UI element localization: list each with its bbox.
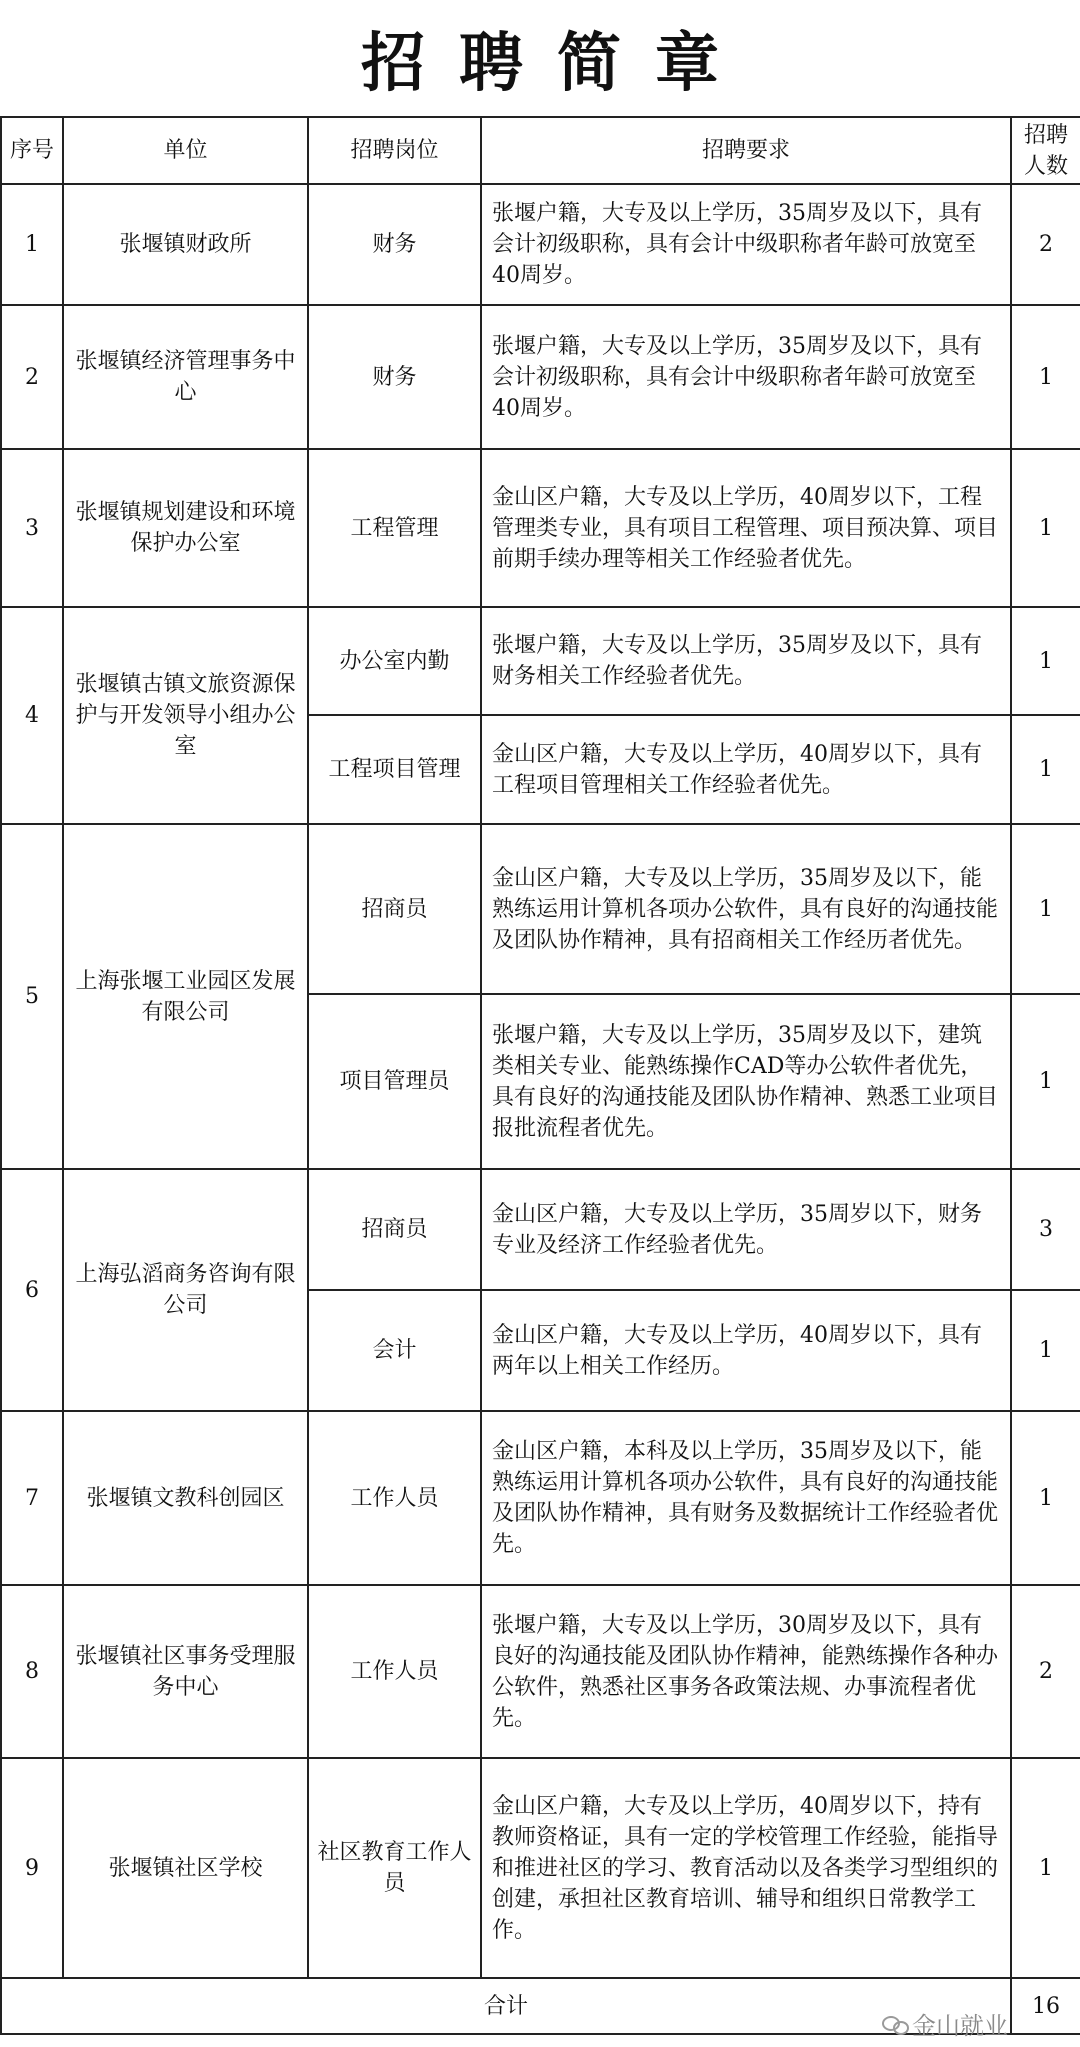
cell-unit: 上海弘滔商务咨询有限公司 [63, 1169, 308, 1411]
cell-no: 6 [1, 1169, 63, 1411]
cell-post: 财务 [308, 305, 481, 449]
cell-no: 8 [1, 1585, 63, 1758]
cell-count: 1 [1011, 1758, 1080, 1978]
cell-no: 5 [1, 824, 63, 1169]
cell-no: 4 [1, 607, 63, 824]
table-row [1, 824, 1080, 994]
page-title: 招聘简章 [361, 26, 753, 101]
cell-post: 项目管理员 [308, 994, 481, 1169]
header-no: 序号 [1, 117, 63, 184]
cell-unit: 张堰镇社区学校 [63, 1758, 308, 1978]
header-count: 招聘人数 [1011, 117, 1080, 184]
cell-unit: 张堰镇规划建设和环境保护办公室 [63, 449, 308, 607]
recruitment-table [0, 116, 1080, 2035]
header-post: 招聘岗位 [308, 117, 481, 184]
cell-requirement: 金山区户籍，大专及以上学历，40周岁以下，工程管理类专业，具有项目工程管理、项目预决算、项目前期手续办理等相关工作经验者优先。 [481, 449, 1011, 607]
cell-requirement: 金山区户籍，大专及以上学历，40周岁以下，具有工程项目管理相关工作经验者优先。 [481, 715, 1011, 824]
wechat-icon [882, 2014, 908, 2034]
table-row [1, 305, 1080, 449]
cell-requirement: 金山区户籍，大专及以上学历，40周岁以下，具有两年以上相关工作经历。 [481, 1290, 1011, 1411]
cell-count: 1 [1011, 715, 1080, 824]
cell-requirement: 金山区户籍，大专及以上学历，35周岁及以下，能熟练运用计算机各项办公软件，具有良好的沟通技能及团队协作精神，具有招商相关工作经历者优先。 [481, 824, 1011, 994]
cell-post: 工作人员 [308, 1585, 481, 1758]
cell-count: 3 [1011, 1169, 1080, 1290]
cell-post: 工作人员 [308, 1411, 481, 1585]
cell-unit: 张堰镇财政所 [63, 184, 308, 305]
cell-post: 工程项目管理 [308, 715, 481, 824]
total-count: 16 [1011, 1978, 1080, 2034]
cell-count: 1 [1011, 1290, 1080, 1411]
cell-no: 3 [1, 449, 63, 607]
table-row [1, 449, 1080, 607]
cell-unit: 上海张堰工业园区发展有限公司 [63, 824, 308, 1169]
header-row [1, 117, 1080, 184]
watermark [882, 2006, 1008, 2041]
cell-post: 财务 [308, 184, 481, 305]
cell-requirement: 金山区户籍，本科及以上学历，35周岁及以下，能熟练运用计算机各项办公软件，具有良好的沟通技能及团队协作精神，具有财务及数据统计工作经验者优先。 [481, 1411, 1011, 1585]
header-unit: 单位 [63, 117, 308, 184]
cell-no: 9 [1, 1758, 63, 1978]
cell-count: 1 [1011, 607, 1080, 715]
cell-count: 2 [1011, 184, 1080, 305]
cell-count: 1 [1011, 1411, 1080, 1585]
cell-unit: 张堰镇古镇文旅资源保护与开发领导小组办公室 [63, 607, 308, 824]
cell-no: 1 [1, 184, 63, 305]
table-row [1, 1411, 1080, 1585]
total-label: 合计 [1, 1978, 1011, 2034]
cell-requirement: 张堰户籍，大专及以上学历，35周岁及以下，具有财务相关工作经验者优先。 [481, 607, 1011, 715]
cell-requirement: 张堰户籍，大专及以上学历，35周岁及以下，具有会计初级职称，具有会计中级职称者年龄可放宽至40周岁。 [481, 305, 1011, 449]
cell-unit: 张堰镇文教科创园区 [63, 1411, 308, 1585]
cell-unit: 张堰镇经济管理事务中心 [63, 305, 308, 449]
cell-requirement: 金山区户籍，大专及以上学历，35周岁以下，财务专业及经济工作经验者优先。 [481, 1169, 1011, 1290]
table-row [1, 184, 1080, 305]
watermark-text: 金山就业 [912, 2012, 1008, 2040]
cell-post: 社区教育工作人员 [308, 1758, 481, 1978]
cell-count: 1 [1011, 305, 1080, 449]
table-row [1, 1169, 1080, 1290]
cell-post: 招商员 [308, 824, 481, 994]
cell-unit: 张堰镇社区事务受理服务中心 [63, 1585, 308, 1758]
header-requirement: 招聘要求 [481, 117, 1011, 184]
table-row [1, 1758, 1080, 1978]
cell-post: 工程管理 [308, 449, 481, 607]
table-row [1, 1585, 1080, 1758]
cell-no: 7 [1, 1411, 63, 1585]
cell-count: 1 [1011, 994, 1080, 1169]
cell-count: 2 [1011, 1585, 1080, 1758]
cell-requirement: 张堰户籍，大专及以上学历，35周岁及以下，建筑类相关专业、能熟练操作CAD等办公软件者优先，具有良好的沟通技能及团队协作精神、熟悉工业项目报批流程者优先。 [481, 994, 1011, 1169]
cell-post: 办公室内勤 [308, 607, 481, 715]
table-row [1, 607, 1080, 715]
cell-count: 1 [1011, 824, 1080, 994]
cell-post: 招商员 [308, 1169, 481, 1290]
cell-requirement: 张堰户籍，大专及以上学历，30周岁及以下，具有良好的沟通技能及团队协作精神，能熟练操作各种办公软件，熟悉社区事务各政策法规、办事流程者优先。 [481, 1585, 1011, 1758]
cell-post: 会计 [308, 1290, 481, 1411]
cell-requirement: 金山区户籍，大专及以上学历，40周岁以下，持有教师资格证，具有一定的学校管理工作经验，能指导和推进社区的学习、教育活动以及各类学习型组织的创建，承担社区教育培训、辅导和组织日常教学工作。 [481, 1758, 1011, 1978]
cell-requirement: 张堰户籍，大专及以上学历，35周岁及以下，具有会计初级职称，具有会计中级职称者年龄可放宽至40周岁。 [481, 184, 1011, 305]
cell-count: 1 [1011, 449, 1080, 607]
cell-no: 2 [1, 305, 63, 449]
